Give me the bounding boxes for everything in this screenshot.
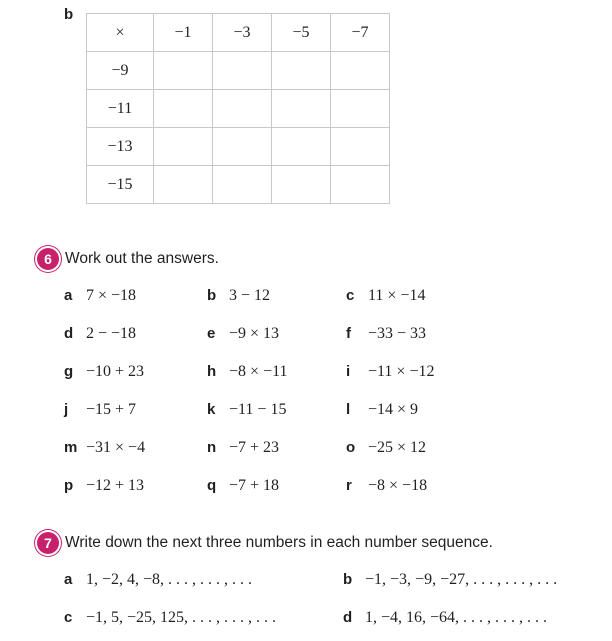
grid-row: [87, 128, 390, 166]
q6-item: q −7 + 18: [207, 477, 280, 494]
grid-row-header: −11: [87, 90, 154, 128]
q6-item: k −11 − 15: [207, 401, 287, 418]
grid-answer-cell[interactable]: [213, 90, 272, 128]
q7-item: b −1, −3, −9, −27, . . . , . . . , . . .: [343, 571, 558, 588]
q7-item: a 1, −2, 4, −8, . . . , . . . , . . .: [64, 571, 253, 588]
q6-item: j −15 + 7: [64, 401, 137, 418]
question-7-badge: 7: [37, 532, 59, 554]
grid-col-header: −7: [331, 14, 390, 52]
q6-item: m −31 × −4: [64, 439, 146, 456]
grid-answer-cell[interactable]: [331, 166, 390, 204]
grid-answer-cell[interactable]: [154, 90, 213, 128]
grid-answer-cell[interactable]: [213, 52, 272, 90]
part-b-label: b: [64, 6, 74, 23]
q6-item: e −9 × 13: [207, 325, 280, 342]
q7-item: d 1, −4, 16, −64, . . . , . . . , . . .: [343, 609, 548, 626]
grid-answer-cell[interactable]: [272, 166, 331, 204]
grid-row: [87, 52, 390, 90]
question-6-prompt: Work out the answers.: [65, 250, 219, 267]
q6-item: g −10 + 23: [64, 363, 145, 380]
grid-answer-cell[interactable]: [331, 52, 390, 90]
q6-item: r −8 × −18: [346, 477, 428, 494]
grid-row: [87, 166, 390, 204]
grid-answer-cell[interactable]: [272, 52, 331, 90]
question-7-prompt: Write down the next three numbers in each number sequence.: [65, 534, 493, 551]
q6-item: i −11 × −12: [346, 363, 435, 380]
grid-row-header: −15: [87, 166, 154, 204]
question-7-header: [37, 532, 493, 554]
q6-item: p −12 + 13: [64, 477, 145, 494]
q7-item: c −1, 5, −25, 125, . . . , . . . , . . .: [64, 609, 277, 626]
grid-row-header: −13: [87, 128, 154, 166]
grid-answer-cell[interactable]: [213, 128, 272, 166]
question-6-badge: 6: [37, 248, 59, 270]
question-6-header: [37, 248, 219, 270]
grid-answer-cell[interactable]: [154, 128, 213, 166]
grid-col-header: −5: [272, 14, 331, 52]
grid-col-header: −1: [154, 14, 213, 52]
grid-row: [87, 90, 390, 128]
grid-row-header: −9: [87, 52, 154, 90]
grid-answer-cell[interactable]: [272, 90, 331, 128]
grid-answer-cell[interactable]: [272, 128, 331, 166]
q6-item: o −25 × 12: [346, 439, 427, 456]
grid-header-row: [87, 14, 390, 52]
q6-item: n −7 + 23: [207, 439, 280, 456]
grid-answer-cell[interactable]: [154, 166, 213, 204]
q6-item: a 7 × −18: [64, 287, 137, 304]
grid-col-header: −3: [213, 14, 272, 52]
multiplication-grid: [86, 13, 390, 204]
q6-item: f −33 − 33: [346, 325, 427, 342]
q6-item: d 2 − −18: [64, 325, 137, 342]
grid-corner-times: ×: [87, 14, 154, 52]
q6-item: b 3 − 12: [207, 287, 271, 304]
grid-answer-cell[interactable]: [331, 128, 390, 166]
grid-answer-cell[interactable]: [154, 52, 213, 90]
grid-answer-cell[interactable]: [331, 90, 390, 128]
q6-item: h −8 × −11: [207, 363, 288, 380]
q6-item: l −14 × 9: [346, 401, 419, 418]
grid-answer-cell[interactable]: [213, 166, 272, 204]
q6-item: c 11 × −14: [346, 287, 426, 304]
